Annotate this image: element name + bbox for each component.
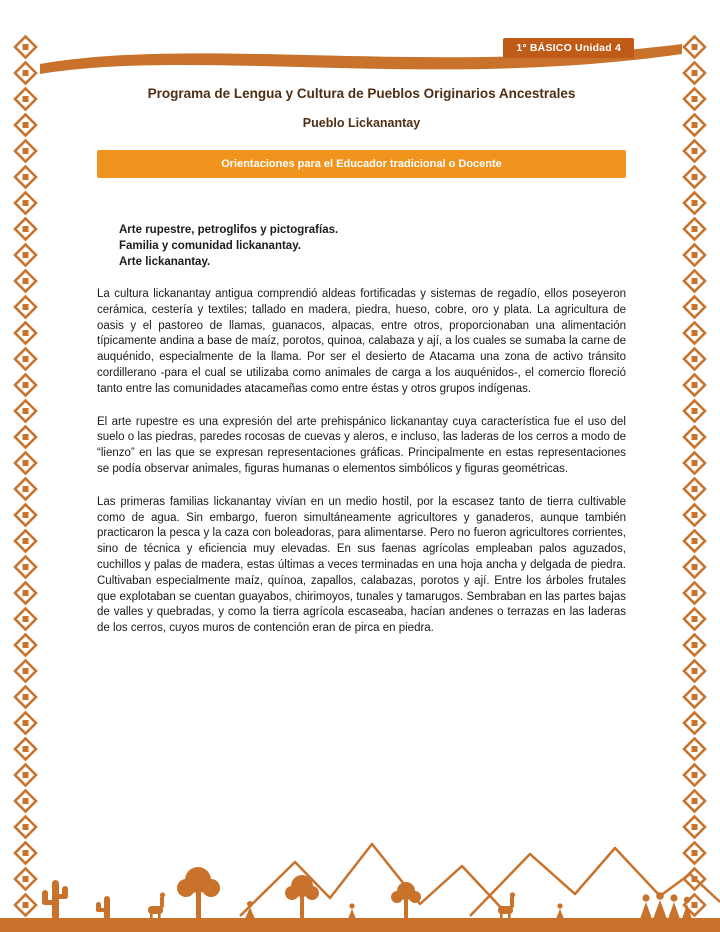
textile-motif-icon [12, 164, 39, 190]
textile-motif-icon [12, 866, 39, 892]
textile-motif-icon [681, 762, 708, 788]
textile-motif-icon [12, 632, 39, 658]
textile-motif-icon [681, 86, 708, 112]
tree-icon [177, 867, 220, 918]
textile-motif-icon [12, 424, 39, 450]
textile-motif-icon [12, 346, 39, 372]
textile-motif-icon [12, 476, 39, 502]
textile-motif-icon [681, 788, 708, 814]
unit-badge: 1° BÁSICO Unidad 4 [503, 38, 634, 58]
textile-motif-icon [681, 34, 708, 60]
section-header-arte-rupestre: Arte rupestre, petroglifos y pictografías. [119, 224, 339, 236]
textile-motif-icon [12, 918, 39, 932]
textile-motif-icon [12, 840, 39, 866]
person-icon [556, 903, 564, 919]
textile-motif-icon [681, 346, 708, 372]
textile-motif-icon [681, 60, 708, 86]
person-icon [348, 903, 356, 919]
right-textile-border [681, 34, 708, 932]
textile-motif-icon [681, 242, 708, 268]
textile-motif-icon [681, 112, 708, 138]
cactus-icon [42, 880, 68, 920]
textile-motif-icon [681, 814, 708, 840]
landscape-art-svg [0, 814, 720, 932]
textile-motif-icon [681, 190, 708, 216]
body-paragraph-3: Las primeras familias lickanantay vivían en un medio hostil, por la escasez tanto de tierra cultivable como de agua. Sin embargo, fueron simultáneamente agricultores y ganaderos, aunque también practicaron la pesca y la caza con boleadoras, para alimentarse. Pero no fueron agricultores corrientes, sino de técnica y eficiencia muy elevadas. En sus faenas agrícolas empleaban palos aguzados, cuchillos y palas de madera, estas últimas a veces terminadas en una hoja ancha y delgada de piedra. Cultivaban especialmente maíz, quínoa, zapallos, calabazas, porotos y ají. Entre los árboles frutales que explotaban se cuentan guayabos, chirimoyos, tunales y tamarugos. Sembraban en las partes bajas de valles y quebradas, y como la tierra agrícola escaseaba, hacían andenes o terrazas en las laderas de los cerros, cuyos muros de contención eran de pirca en piedra. [97, 495, 626, 635]
top-wave-decoration [0, 28, 720, 88]
textile-motif-icon [681, 554, 708, 580]
textile-motif-icon [12, 684, 39, 710]
textile-motif-icon [12, 294, 39, 320]
textile-motif-icon [681, 684, 708, 710]
textile-motif-icon [12, 580, 39, 606]
textile-motif-icon [681, 866, 708, 892]
textile-motif-icon [681, 658, 708, 684]
textile-motif-icon [12, 450, 39, 476]
textile-motif-icon [681, 138, 708, 164]
textile-motif-icon [681, 736, 708, 762]
content-area [97, 86, 626, 637]
textile-motif-icon [12, 658, 39, 684]
textile-motif-icon [12, 320, 39, 346]
textile-motif-icon [12, 138, 39, 164]
textile-motif-icon [681, 528, 708, 554]
textile-motif-icon [12, 34, 39, 60]
ground-band [0, 918, 720, 932]
textile-motif-icon [12, 86, 39, 112]
orientation-banner [97, 150, 626, 178]
textile-motif-icon [681, 502, 708, 528]
textile-motif-icon [12, 814, 39, 840]
body-paragraph-2: El arte rupestre es una expresión del arte prehispánico lickanantay cuya característica fue el uso del suelo o las piedras, paredes rocosas de cuevas y aleros, e incluso, las laderas de los cerros a modo de “lienzo” en las que se expresan representaciones gráficas. Principalmente en estas representaciones se podía observar animales, figuras humanas o elementos simbólicos y figuras geométricas. [97, 415, 626, 475]
left-textile-border [12, 34, 39, 932]
section-header-arte-lickanantay: Arte lickanantay. [119, 256, 211, 268]
textile-motif-icon [681, 840, 708, 866]
orientation-banner-label: Orientaciones para el Educador tradicional o Docente [221, 158, 502, 170]
body-paragraph-1: La cultura lickanantay antigua comprendió aldeas fortificadas y sistemas de regadío, ellos poseyeron cerámica, cestería y textiles; tallado en madera, piedra, hueso, cobre, oro y plata. La agricultura de oasis y el pastoreo de llamas, guanacos, alpacas, entre otros, proporcionaban una alimentación típicamente andina a base de maíz, porotos, quinoa, calabaza y ají, a los cuales se sumaba la carne de auquénido, especialmente de la llama. Por ser el desierto de Atacama una zona de activo tránsito cordillerano -para el cual se utilizaba como animales de carga a los auquénidos-, el comercio floreció tanto entre las comunidades atacameñas como entre éstas y otros grupos indígenas. [97, 288, 626, 395]
mountains-icon [240, 844, 720, 916]
textile-motif-icon [12, 736, 39, 762]
textile-motif-icon [12, 242, 39, 268]
section-header-familia-comunidad: Familia y comunidad lickanantay. [119, 240, 301, 252]
textile-motif-icon [12, 788, 39, 814]
textile-motif-icon [12, 216, 39, 242]
textile-motif-icon [12, 528, 39, 554]
textile-motif-icon [681, 164, 708, 190]
textile-motif-icon [681, 606, 708, 632]
textile-motif-icon [681, 450, 708, 476]
textile-motif-icon [681, 268, 708, 294]
textile-motif-icon [681, 476, 708, 502]
textile-motif-icon [681, 372, 708, 398]
textile-motif-icon [681, 580, 708, 606]
textile-motif-icon [12, 112, 39, 138]
textile-motif-icon [681, 398, 708, 424]
textile-motif-icon [12, 892, 39, 918]
pueblo-subtitle: Pueblo Lickanantay [302, 116, 421, 130]
textile-motif-icon [12, 372, 39, 398]
landscape-illustration [0, 814, 720, 932]
textile-motif-icon [681, 710, 708, 736]
textile-motif-icon [12, 606, 39, 632]
cactus-icon [96, 896, 110, 920]
textile-motif-icon [681, 892, 708, 918]
program-title: Programa de Lengua y Cultura de Pueblos Originarios Ancestrales [147, 86, 576, 101]
textile-motif-icon [12, 398, 39, 424]
textile-motif-icon [681, 216, 708, 242]
textile-motif-icon [681, 424, 708, 450]
textile-motif-icon [12, 710, 39, 736]
textile-motif-icon [12, 554, 39, 580]
section-headers [97, 222, 626, 270]
textile-motif-icon [681, 632, 708, 658]
tree-icon [391, 882, 421, 918]
textile-motif-icon [681, 918, 708, 932]
llama-icon [148, 892, 165, 919]
textile-motif-icon [12, 762, 39, 788]
textile-motif-icon [12, 268, 39, 294]
textile-motif-icon [12, 502, 39, 528]
textile-motif-icon [681, 320, 708, 346]
textile-motif-icon [681, 294, 708, 320]
textile-motif-icon [12, 190, 39, 216]
textile-motif-icon [12, 60, 39, 86]
